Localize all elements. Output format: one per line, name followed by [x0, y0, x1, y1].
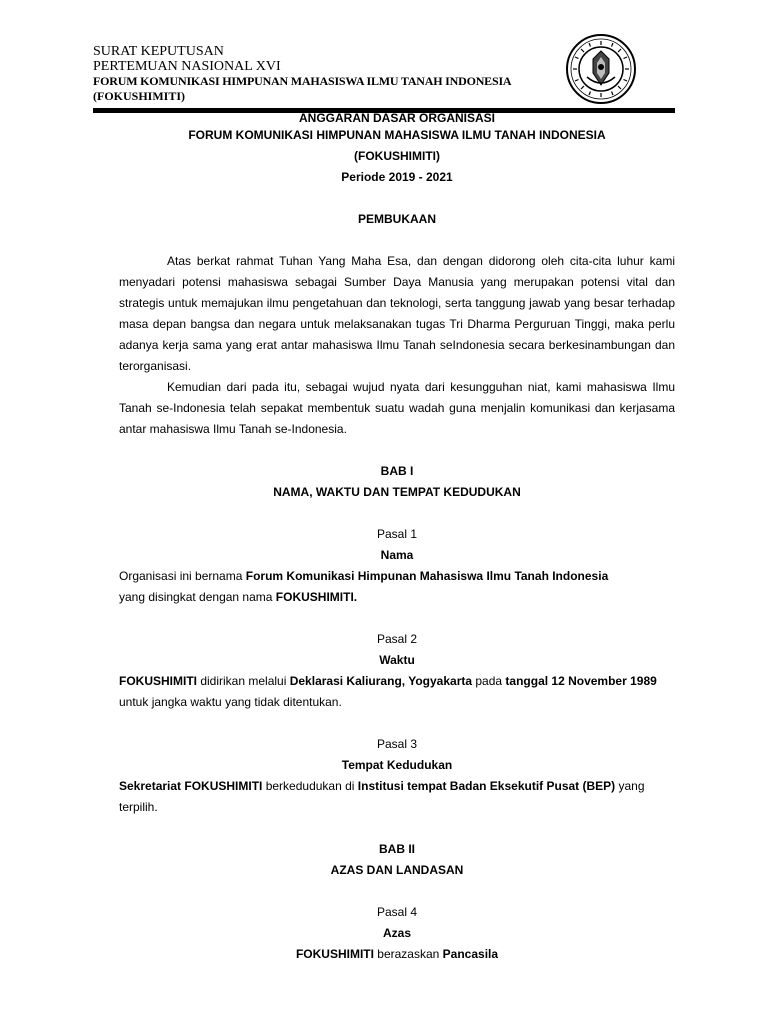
bab-2-label: BAB II [379, 842, 415, 856]
pasal-4-label: Pasal 4 [376, 905, 418, 919]
title-line-2: FORUM KOMUNIKASI HIMPUNAN MAHASISWA ILMU TANAH INDONESIA [188, 128, 606, 142]
pasal-3-text: Sekretariat FOKUSHIMITI berkedudukan di Institusi tempat Badan Eksekutif Pusat (BEP) yang terpilih. [119, 779, 645, 814]
letterhead-line-1: SURAT KEPUTUSAN [93, 44, 224, 59]
pasal-3-title: Tempat Kedudukan [341, 758, 453, 772]
pasal-4-title: Azas [382, 926, 411, 940]
pasal-4-text: FOKUSHIMITI berazaskan Pancasila [295, 947, 499, 961]
pasal-2-label: Pasal 2 [376, 632, 418, 646]
pembukaan-paragraph-1: Atas berkat rahmat Tuhan Yang Maha Esa, dan dengan didorong oleh cita-cita luhur kami menyadari potensi mahasiswa sebagai Sumber Daya Manusia yang merupakan potensi vital dan strategis untuk memajukan ilmu pengetahuan dan teknologi, serta tanggung jawab yang besar terhadap masa depan bangsa dan negara untuk melaksanakan tugas Tri Dharma Perguruan Tinggi, maka perlu adanya kerja sama yang erat antar mahasiswa Ilmu Tanah seIndonesia secara berkesinambungan dan terorganisasi. [119, 254, 675, 373]
pasal-1-label: Pasal 1 [376, 527, 418, 541]
bab-1-title: NAMA, WAKTU DAN TEMPAT KEDUDUKAN [273, 485, 521, 499]
organization-seal-icon [565, 33, 637, 105]
pasal-3-label: Pasal 3 [376, 737, 418, 751]
bab-2-title: AZAS DAN LANDASAN [330, 863, 464, 877]
document-body [119, 108, 675, 965]
pasal-2-text: FOKUSHIMITI didirikan melalui Deklarasi Kaliurang, Yogyakarta pada tanggal 12 November 1989 untuk jangka waktu yang tidak ditentukan. [119, 674, 657, 709]
bab-1-label: BAB I [380, 464, 414, 478]
pembukaan-paragraph-2: Kemudian dari pada itu, sebagai wujud nyata dari kesungguhan niat, kami mahasiswa Ilmu Tanah se-Indonesia telah sepakat membentuk suatu wadah guna menjalin komunikasi dan kerjasama antar mahasiswa Ilmu Tanah se-Indonesia. [119, 380, 675, 436]
pasal-2-title: Waktu [379, 653, 415, 667]
pasal-1-text: Organisasi ini bernama Forum Komunikasi Himpunan Mahasiswa Ilmu Tanah Indonesia yang disingkat dengan nama FOKUSHIMITI. [119, 569, 609, 604]
title-line-3: (FOKUSHIMITI) [354, 149, 440, 163]
letterhead-line-2: PERTEMUAN NASIONAL XVI [93, 59, 281, 74]
letterhead [93, 44, 573, 104]
letterhead-line-4: (FOKUSHIMITI) [93, 89, 186, 103]
title-line-1: ANGGARAN DASAR ORGANISASI [298, 111, 495, 125]
letterhead-line-3: FORUM KOMUNIKASI HIMPUNAN MAHASISWA ILMU TANAH INDONESIA [93, 74, 512, 88]
pembukaan-heading: PEMBUKAAN [358, 212, 436, 226]
title-line-4: Periode 2019 - 2021 [341, 170, 453, 184]
pasal-1-title: Nama [380, 548, 414, 562]
